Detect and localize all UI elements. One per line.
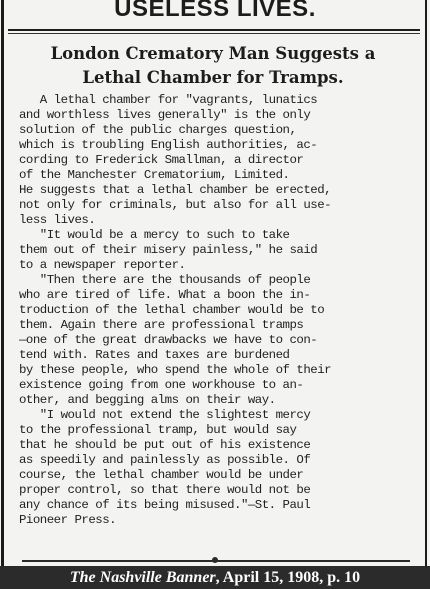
article-line: troduction of the lethal chamber would be to [19,303,325,317]
article-line: which is troubling English authorities, ac- [19,138,318,152]
article-line: solution of the public charges question, [19,123,297,137]
article-line: them out of their misery painless," he said [19,243,318,257]
article-line: —one of the great drawbacks we have to con- [19,333,318,347]
article-line: and worthless lives generally" is the only [19,108,311,122]
end-rule-ornament [212,557,218,563]
article-line: who are tired of life. What a boon the in- [19,288,311,302]
subheadline-line-2: Lethal Chamber for Tramps. [82,68,344,87]
clipping-right-border [425,0,427,566]
publication-name: The Nashville Banner [69,568,216,586]
headline: USELESS LIVES. [114,0,316,22]
article-line: not only for criminals, but also for all use- [19,198,332,212]
article-body [19,93,414,528]
article-line: He suggests that a lethal chamber be erected, [19,183,332,197]
clipping-left-border [1,0,4,566]
article-line: Pioneer Press. [19,513,117,527]
article-line: course, the lethal chamber would be under [19,468,304,482]
article-line: cording to Frederick Smallman, a director [19,153,304,167]
article-line: any chance of its being misused."—St. Paul [19,498,311,512]
article-line: "Then there are the thousands of people [19,273,311,287]
headline-rule [8,29,420,31]
article-line: "It would be a mercy to such to take [19,228,290,242]
subheadline-line-1: London Crematory Man Suggests a [50,44,376,63]
article-line: existence going from one workhouse to an- [19,378,304,392]
article-line: to the professional tramp, but would say [19,423,297,437]
article-line: less lives. [19,213,96,227]
headline-rule-thin [8,33,420,34]
article-line: of the Manchester Crematorium, Limited. [19,168,290,182]
caption-bar [0,566,430,589]
article-line: tend with. Rates and taxes are burdened [19,348,290,362]
article-line: as speedily and painlessly as possible. Of [19,453,311,467]
article-line: "I would not extend the slightest mercy [19,408,311,422]
article-line: them. Again there are professional tramps [19,318,304,332]
article-line: to a newspaper reporter. [19,258,186,272]
article-line: A lethal chamber for "vagrants, lunatics [19,93,318,107]
article-line: that he should be put out of his existence [19,438,311,452]
article-line: other, and begging alms on their way. [19,393,276,407]
source-caption [70,569,360,587]
subheadline [6,42,420,90]
article-line: proper control, so that there would not be [19,483,311,497]
article-line: by these people, who spend the whole of their [19,363,332,377]
publication-date: , April 15, 1908, p. 10 [215,568,361,586]
